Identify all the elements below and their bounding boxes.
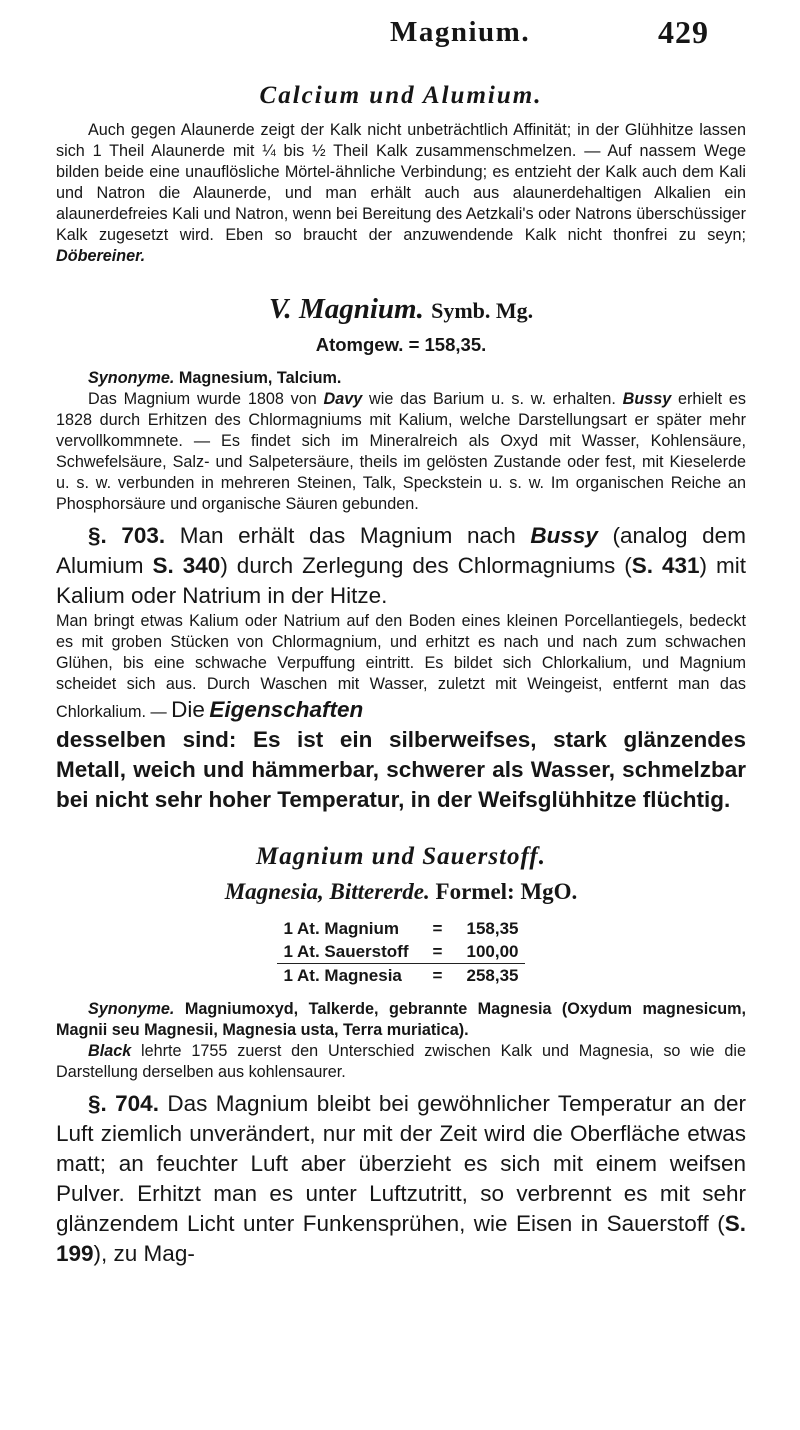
row-eq: =: [432, 919, 443, 938]
element-name: Magnium.: [298, 293, 424, 325]
paragraph-703-lead: [56, 521, 746, 611]
row-eq: =: [432, 966, 443, 985]
synonyms-text: Magnesium, Talcium.: [178, 369, 342, 387]
element-symbol: Symb. Mg.: [431, 298, 534, 323]
black-text: lehrte 1755 zuerst den Unterschied zwischen Kalk und Magnesia, so wie die Darstellung derselben aus kohlensaurer.: [56, 1042, 746, 1081]
history-text-2: wie das Barium u. s. w. erhalten.: [369, 390, 616, 408]
row-name: 1 At. Magnesia: [283, 966, 402, 985]
table-row: [277, 940, 524, 964]
synonyms-label: Synonyme.: [88, 369, 175, 387]
ref-s-340: S. 340: [152, 553, 221, 578]
formula-line: [56, 879, 746, 905]
row-value: 100,00: [461, 940, 525, 964]
p703-small-text: Man bringt etwas Kalium oder Natrium auf den Boden eines kleinen Porcellantiegels, bedeckt es mit groben Stücken von Chlormagnium, und erhitzt es nach und nach zum schwachen Glühen, bis eine schwache Verpuffung eintritt. Es bildet sich Chlorkalium, und Magnium scheidet sich aus. Durch Waschen mit Wasser, zuletzt mit Weingeist, entfernt man das Chlorkalium. —: [56, 612, 746, 721]
p703-lead-4: ) mit Kalium oder Natrium in der Hitze.: [56, 553, 746, 608]
element-heading: [56, 293, 746, 326]
atomic-weight: Atomgew. = 158,35.: [315, 334, 487, 355]
row-value: 158,35: [466, 919, 519, 938]
element-roman-numeral: V.: [268, 293, 292, 325]
author-doebereiner: Döbereiner.: [56, 247, 146, 265]
name-black: Black: [88, 1042, 132, 1060]
table-row: [277, 964, 524, 988]
section-title-magnium-sauerstoff: Magnium und Sauerstoff.: [256, 843, 546, 870]
synonyms-text-2: Magniumoxyd, Talkerde, gebrannte Magnesia (Oxydum magnesicum, Magnii seu Magnesii, Magnesia usta, Terra muriatica).: [56, 1000, 746, 1039]
p703-lead-3: ) durch Zerlegung des Chlormagniums (: [220, 553, 632, 578]
compound-name: Magnesia, Bittererde.: [224, 879, 430, 904]
magnium-synonyms: [56, 368, 746, 389]
p703-lead-2: (analog dem Alumium: [56, 523, 746, 578]
magnesia-synonyms: [56, 999, 746, 1041]
name-davy: Davy: [323, 390, 363, 408]
synonyms-label-2: Synonyme.: [88, 1000, 175, 1018]
ref-s-199: S. 199: [56, 1211, 746, 1266]
paragraph-704: [56, 1089, 746, 1269]
p703-lead-1: Man erhält das Magnium nach: [179, 523, 516, 548]
ref-s-431: S. 431: [631, 553, 700, 578]
name-bussy: Bussy: [622, 390, 672, 408]
name-bussy-2: Bussy: [530, 523, 598, 548]
row-eq: =: [415, 940, 461, 964]
section-number-704: §. 704.: [88, 1091, 159, 1116]
paragraph-703-detail: [56, 611, 746, 725]
section-title-calcium-alumium: Calcium und Alumium.: [259, 82, 543, 109]
formula: Formel: MgO.: [435, 879, 578, 904]
running-title: Magnium.: [390, 16, 531, 48]
page-header: [0, 14, 800, 64]
eigenschaften: Eigenschaften: [209, 697, 364, 722]
composition-table: [277, 917, 524, 987]
section-number-703: §. 703.: [88, 523, 166, 548]
p704-text-2: ), zu Mag-: [93, 1241, 195, 1266]
paragraph-703-properties: desselben sind: Es ist ein silberweifses, stark glänzendes Metall, weich und hämmerbar, schwerer als Wasser, schmelzbar bei nicht sehr hoher Temperatur, in der Weifsglühhitze flüchtig.: [56, 727, 746, 812]
calcium-paragraph: [56, 120, 746, 267]
magnium-history: [56, 389, 746, 515]
page-content: [56, 82, 746, 1269]
row-name: 1 At. Magnium: [283, 919, 400, 938]
history-text-1: Das Magnium wurde 1808 von: [88, 390, 317, 408]
p703-prop-1: Die: [171, 697, 205, 722]
row-value: 258,35: [466, 966, 519, 985]
p704-text-1: Das Magnium bleibt bei gewöhnlicher Temperatur an der Luft ziemlich unverändert, nur mit der Zeit wird die Oberfläche etwas matt; an feuchter Luft aber überzieht es sich mit einem weifsen Pulver. Erhitzt man es unter Luftzutritt, so verbrennt es mit sehr glänzendem Licht unter Funkensprühen, wie Eisen in Sauerstoff (: [56, 1091, 746, 1236]
black-paragraph: [56, 1041, 746, 1083]
row-name: 1 At. Sauerstoff: [277, 940, 414, 964]
table-row: [277, 917, 524, 940]
page-number: 429: [658, 14, 709, 50]
calcium-text: Auch gegen Alaunerde zeigt der Kalk nicht unbeträchtlich Affinität; in der Glühhitze lassen sich 1 Theil Alaunerde mit ¼ bis ½ Theil Kalk zusammenschmelzen. — Auf nassem Wege bilden beide eine unauflösliche Mörtel-ähnliche Verbindung; es entzieht der Kalk auch dem Kali und Natron die Alaunerde, und man erhält auch aus alaunerdehaltigen Alkalien ein alaunerdefreies Kali und Natron, wenn bei Bereitung des Aetzkali's oder Natrons überschüssiger Kalk zugesetzt wird. Eben so braucht der anzuwendende Kalk nicht thonfrei zu seyn;: [56, 121, 746, 244]
history-text-3: erhielt es 1828 durch Erhitzen des Chlormagniums mit Kalium, welche Darstellungsart er später mehr vervollkommnete. — Es findet sich im Mineralreich als Oxyd mit Wasser, Kohlensäure, Schwefelsäure, Salz- und Salpetersäure, theils im gelösten Zustande oder fest, mit Kieselerde u. s. w. verbunden in mehreren Steinen, Talk, Speckstein u. s. w. Im organischen Reiche an Phosphorsäure und organische Säuren gebunden.: [56, 390, 746, 513]
